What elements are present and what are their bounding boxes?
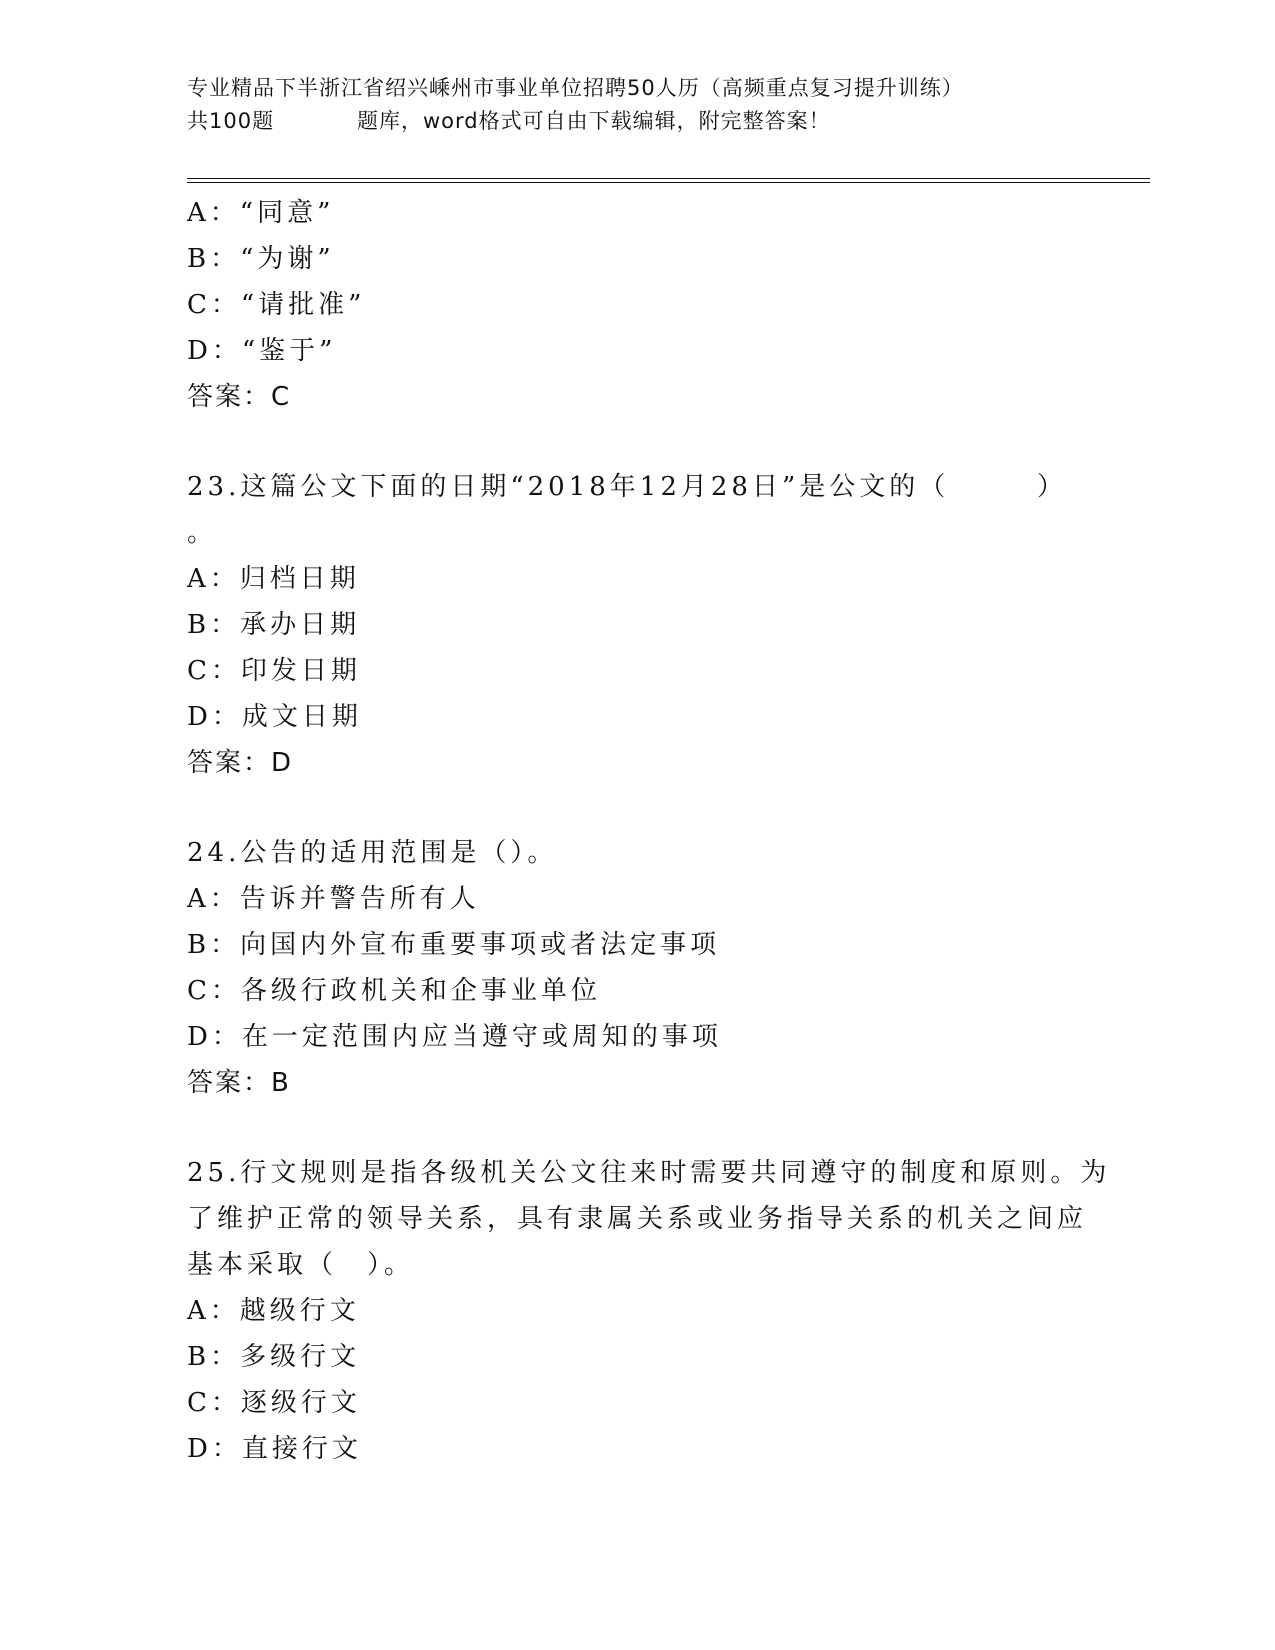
header-description: 题库，word格式可自由下载编辑，附完整答案！ [357, 109, 831, 133]
option-d: D：“鉴于” [187, 336, 337, 366]
option-d: D：成文日期 [187, 702, 362, 732]
question-24-block [187, 830, 1087, 1106]
question-stem-end: ） [1036, 472, 1067, 502]
option-d: D：在一定范围内应当遵守或周知的事项 [187, 1022, 722, 1052]
header-divider-bottom [187, 182, 1150, 183]
option-a: A：越级行文 [187, 1296, 360, 1326]
question-stem [187, 464, 1067, 510]
header-title-line2 [187, 105, 1087, 138]
question-stem-line-2: 了维护正常的领导关系，具有隶属关系或业务指导关系的机关之间应 [187, 1204, 1088, 1234]
document-body [187, 190, 1111, 1472]
option-c: C：印发日期 [187, 656, 361, 686]
option-d: D：直接行文 [187, 1434, 362, 1464]
question-stem-line-3: 基本采取（ ）。 [187, 1250, 415, 1280]
option-a: A：“同意” [187, 198, 335, 228]
question-22-block [187, 190, 1087, 420]
header-title-line1: 专业精品下半浙江省绍兴嵊州市事业单位招聘50人历（高频重点复习提升训练） [187, 76, 964, 100]
answer-line: 答案：D [187, 748, 294, 778]
question-23-block [187, 464, 1087, 786]
question-stem-line-1: 25.行文规则是指各级机关公文往来时需要共同遵守的制度和原则。为 [187, 1158, 1111, 1188]
option-b: B：“为谢” [187, 244, 335, 274]
option-c: C：“请批准” [187, 290, 366, 320]
option-b: B：多级行文 [187, 1342, 361, 1372]
option-a: A：归档日期 [187, 564, 360, 594]
question-stem-continuation: 。 [187, 518, 218, 548]
question-25-block [187, 1150, 1111, 1472]
option-c: C：各级行政机关和企事业单位 [187, 976, 601, 1006]
option-c: C：逐级行文 [187, 1388, 361, 1418]
option-b: B：向国内外宣布重要事项或者法定事项 [187, 930, 721, 960]
answer-line: 答案：C [187, 382, 292, 412]
option-b: B：承办日期 [187, 610, 361, 640]
question-stem-text: 23.这篇公文下面的日期“2018年12月28日”是公文的（ [187, 472, 950, 502]
question-stem: 24.公告的适用范围是（）。 [187, 838, 558, 868]
header-question-count: 共100题 [187, 109, 275, 133]
answer-line: 答案：B [187, 1068, 291, 1098]
document-header [187, 72, 1087, 138]
option-a: A：告诉并警告所有人 [187, 884, 480, 914]
header-divider-top [187, 178, 1150, 179]
